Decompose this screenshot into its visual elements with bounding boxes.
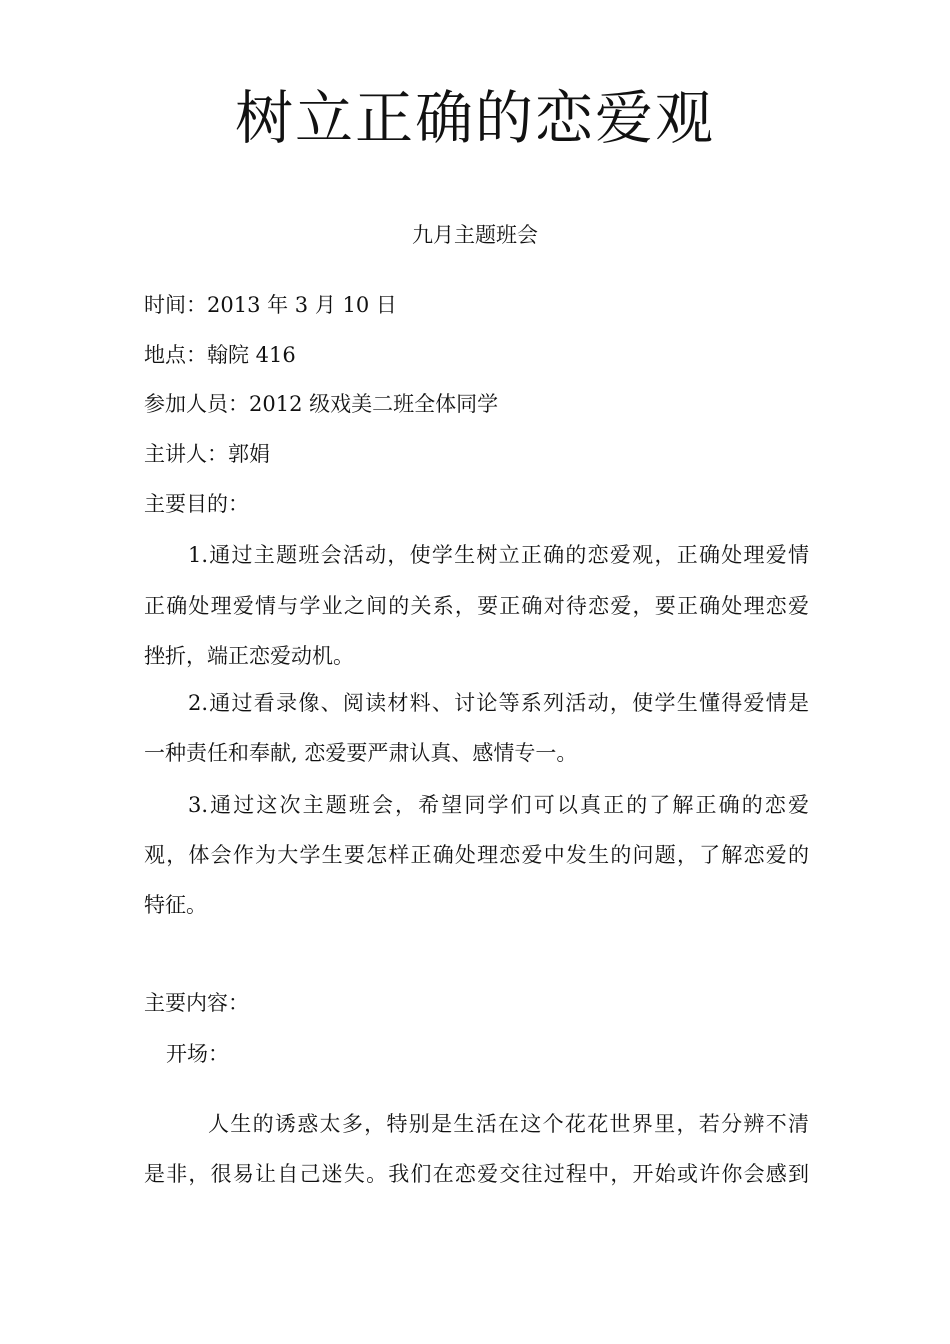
content-heading: 主要内容：	[144, 991, 249, 1015]
opening-paragraph-line-2: 是非，很易让自己迷失。我们在恋爱交往过程中，开始或许你会感到	[144, 1162, 809, 1186]
purpose-2-line-2: 一种责任和奉献, 恋爱要严肃认真、感情专一。	[144, 741, 578, 765]
purpose-1-line-2: 正确处理爱情与学业之间的关系，要正确对待恋爱，要正确处理恋爱	[144, 594, 809, 618]
purpose-heading: 主要目的：	[144, 492, 249, 516]
opening-paragraph-line-1: 人生的诱惑太多，特别是生活在这个花花世界里，若分辨不清	[208, 1112, 809, 1136]
purpose-1-line-3: 挫折，端正恋爱动机。	[144, 644, 354, 668]
opening-label: 开场：	[166, 1042, 229, 1066]
document-title: 树立正确的恋爱观	[234, 84, 715, 152]
purpose-1-line-1: 1.通过主题班会活动，使学生树立正确的恋爱观，正确处理爱情	[188, 543, 809, 567]
purpose-3-line-3: 特征。	[144, 893, 207, 917]
purpose-2-line-1: 2.通过看录像、阅读材料、讨论等系列活动，使学生懂得爱情是	[188, 691, 809, 715]
info-speaker: 主讲人：郭娟	[144, 442, 270, 466]
purpose-3-line-2: 观，体会作为大学生要怎样正确处理恋爱中发生的问题，了解恋爱的	[144, 843, 809, 867]
purpose-3-line-1: 3.通过这次主题班会，希望同学们可以真正的了解正确的恋爱	[188, 793, 809, 817]
info-participants: 参加人员：2012 级戏美二班全体同学	[144, 392, 499, 416]
document-subtitle: 九月主题班会	[412, 223, 538, 247]
info-time: 时间：2013 年 3 月 10 日	[144, 293, 397, 317]
info-place: 地点：翰院 416	[144, 343, 296, 367]
